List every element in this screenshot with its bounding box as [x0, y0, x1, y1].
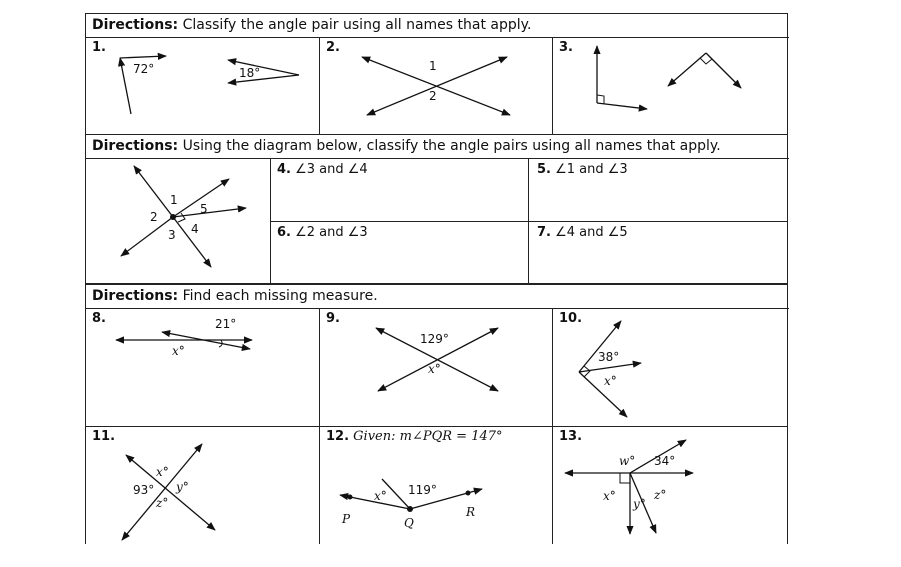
problem-text: ∠4 and ∠5 [555, 225, 628, 240]
angle-label-y: y° [633, 497, 646, 511]
angle-label-34: 34° [654, 454, 676, 468]
point-label-p: P [342, 512, 351, 526]
problem-text: ∠1 and ∠3 [555, 162, 628, 177]
problem-8-diagram [86, 309, 320, 427]
problem-4-cell [271, 159, 529, 222]
problem-1-cell [86, 38, 320, 135]
angle-label-x: x° [428, 362, 441, 376]
angle-label-21: 21° [215, 317, 237, 331]
angle-label-4: 4 [191, 222, 199, 236]
problem-number: 9. [326, 311, 340, 326]
angle-label-1: 1 [170, 193, 178, 207]
directions-label: Directions: [92, 288, 179, 304]
problem-7-cell [529, 222, 787, 284]
problem-number: 4. [277, 162, 291, 177]
problem-11-cell [86, 427, 320, 544]
angle-label-3: 3 [168, 228, 176, 242]
problem-13-cell [553, 427, 787, 544]
problem-9-diagram [320, 309, 553, 427]
angle-label-2: 2 [150, 210, 158, 224]
problem-text: ∠3 and ∠4 [295, 162, 368, 177]
problem-12-diagram [320, 427, 553, 544]
directions-text: Using the diagram below, classify the angle pairs using all names that apply. [182, 138, 721, 154]
problem-number: 6. [277, 225, 291, 240]
problem-13-diagram [553, 427, 787, 544]
point-label-q: Q [404, 516, 414, 530]
problem-number: 11. [92, 429, 116, 444]
problem-10-cell [553, 309, 787, 427]
section-2 [85, 135, 788, 285]
problem-number: 13. [559, 429, 583, 444]
angle-label-93: 93° [133, 483, 155, 497]
section-1-directions [86, 14, 789, 38]
angle-label-x: x° [374, 489, 387, 503]
problem-3-cell [553, 38, 787, 135]
section-3-directions [86, 285, 789, 309]
angle-label-z: z° [156, 496, 169, 510]
angle-label-y: y° [176, 480, 189, 494]
angle-label-72: 72° [133, 62, 155, 76]
problem-5-cell [529, 159, 787, 222]
problem-number: 7. [537, 225, 551, 240]
problem-text: ∠2 and ∠3 [295, 225, 368, 240]
angle-label-x: x° [603, 489, 616, 503]
angle-label-129: 129° [420, 332, 449, 346]
directions-text: Classify the angle pair using all names that apply. [182, 17, 532, 33]
problem-11-diagram [86, 427, 320, 544]
section-3 [85, 285, 788, 544]
problem-1-diagram [86, 38, 320, 135]
problem-2-cell [320, 38, 553, 135]
problem-number: 12. [326, 429, 350, 444]
angle-label-x: x° [172, 344, 185, 358]
angle-label-x: x° [156, 465, 169, 479]
point-label-r: R [466, 505, 476, 519]
angle-pairs-diagram [86, 159, 271, 284]
problem-6-cell [271, 222, 529, 284]
angle-label-18: 18° [239, 66, 261, 80]
angle-diagram-cell [86, 159, 271, 284]
angle-label-2: 2 [429, 89, 437, 103]
angle-label-w: w° [619, 454, 636, 468]
angle-label-119: 119° [408, 483, 437, 497]
angle-label-1: 1 [429, 59, 437, 73]
problem-number: 1. [92, 40, 106, 55]
section-2-directions [86, 135, 789, 159]
directions-text: Find each missing measure. [182, 288, 378, 304]
problem-10-diagram [553, 309, 787, 427]
problem-number: 3. [559, 40, 573, 55]
directions-label: Directions: [92, 17, 179, 33]
angle-label-x: x° [604, 374, 617, 388]
problem-8-cell [86, 309, 320, 427]
angle-label-38: 38° [598, 350, 620, 364]
problem-number: 10. [559, 311, 583, 326]
given-text: Given: m∠PQR = 147° [353, 429, 503, 444]
problem-12-cell [320, 427, 553, 544]
directions-label: Directions: [92, 138, 179, 154]
problem-3-diagram [553, 38, 787, 135]
problem-number: 5. [537, 162, 551, 177]
problem-2-diagram [320, 38, 553, 135]
problem-number: 8. [92, 311, 106, 326]
angle-label-z: z° [654, 488, 667, 502]
problem-number: 2. [326, 40, 340, 55]
problem-9-cell [320, 309, 553, 427]
section-1 [85, 13, 788, 135]
angle-label-5: 5 [200, 202, 208, 216]
